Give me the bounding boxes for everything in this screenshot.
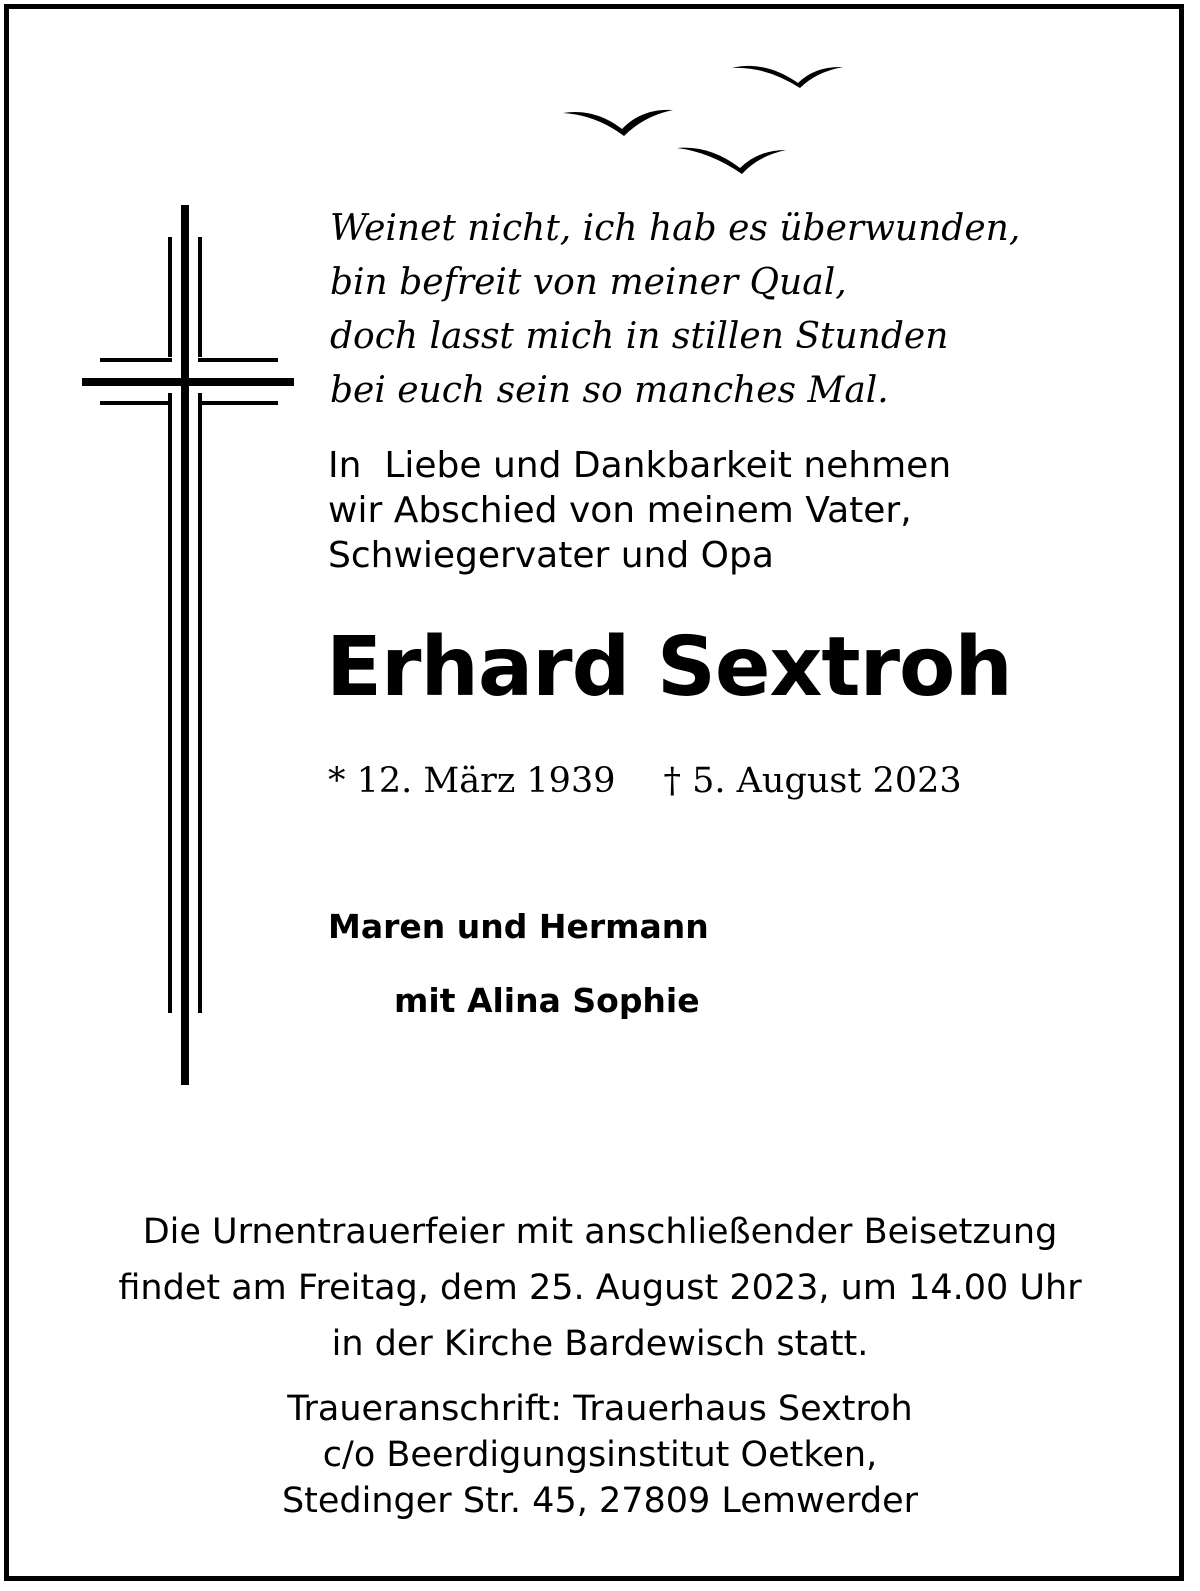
service-line: in der Kirche Bardewisch statt. (331, 1324, 869, 1364)
bird-bottom-icon (677, 148, 786, 174)
bird-top-icon (732, 66, 843, 88)
intro-line: Schwiegervater und Opa (328, 535, 774, 576)
poem-line: bei euch sein so manches Mal. (330, 370, 889, 411)
address-line: c/o Beerdigungsinstitut Oetken, (322, 1435, 878, 1475)
cross-icon (80, 205, 300, 1095)
birds-icon (560, 50, 860, 180)
intro-line: wir Abschied von meinem Vater, (328, 490, 912, 531)
poem-line: Weinet nicht, ich hab es überwunden, (330, 208, 1021, 249)
service-line: findet am Freitag, dem 25. August 2023, um 14.00 Uhr (118, 1268, 1082, 1308)
bird-left-icon (563, 110, 673, 136)
mourners-line-1: Maren und Hermann (328, 907, 709, 946)
mourning-address (40, 1386, 1160, 1524)
intro-line: In Liebe und Dankbarkeit nehmen (328, 445, 952, 486)
life-dates (328, 757, 962, 805)
service-info (40, 1204, 1160, 1372)
service-line: Die Urnentrauerfeier mit anschließender Beisetzung (142, 1212, 1058, 1252)
poem-line: doch lasst mich in stillen Stunden (330, 316, 949, 357)
deceased-name: Erhard Sextroh (326, 620, 1012, 715)
intro-text (328, 443, 1128, 578)
poem-line: bin befreit von meiner Qual, (330, 262, 847, 303)
mourners-line-2: mit Alina Sophie (394, 981, 700, 1020)
birth-date: * 12. März 1939 (328, 761, 616, 801)
poem (330, 202, 1130, 418)
address-line: Stedinger Str. 45, 27809 Lemwerder (281, 1481, 919, 1521)
address-line: Traueranschrift: Trauerhaus Sextroh (287, 1389, 913, 1429)
death-date: † 5. August 2023 (663, 761, 962, 801)
